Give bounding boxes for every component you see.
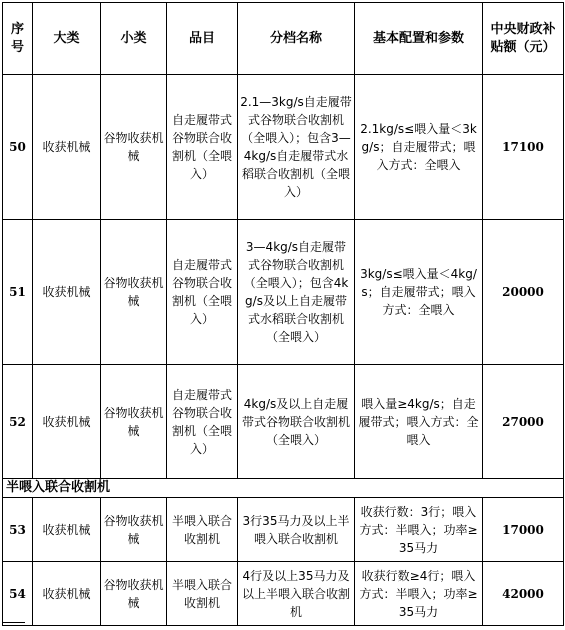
row-params: 喂入量≥4kg/s；自走履带式；喂入方式：全喂入 [355,365,483,479]
section-title: 半喂入联合收割机 [3,479,564,498]
table-row [3,562,564,626]
subsidy-table [2,2,564,626]
row-grade-name: 3行35马力及以上半喂入联合收割机 [238,498,355,562]
row-subcategory: 谷物收获机械 [101,498,167,562]
table-row [3,498,564,562]
header-grade-name: 分档名称 [238,3,355,75]
row-grade-name: 4kg/s及以上自走履带式谷物联合收割机（全喂入） [238,365,355,479]
row-item: 自走履带式谷物联合收割机（全喂入） [167,75,238,220]
row-grade-name: 3—4kg/s自走履带式谷物联合收割机（全喂入）；包含4kg/s及以上自走履带式水稻联合收割机（全喂入） [238,220,355,365]
row-category: 收获机械 [33,498,101,562]
row-subcategory: 谷物收获机械 [101,220,167,365]
row-grade-name: 4行及以上35马力及以上半喂入联合收割机 [238,562,355,626]
row-item: 半喂入联合收割机 [167,562,238,626]
header-category: 大类 [33,3,101,75]
subsidy-table-page [2,2,563,626]
row-category: 收获机械 [33,220,101,365]
row-subsidy: 17000 [483,498,564,562]
row-params: 3kg/s≤喂入量＜4kg/s；自走履带式；喂入方式：全喂入 [355,220,483,365]
header-subsidy: 中央财政补贴额（元） [483,3,564,75]
row-number: 53 [3,498,33,562]
row-subsidy: 27000 [483,365,564,479]
table-row [3,365,564,479]
cutoff-text-fragment [3,622,25,630]
section-row [3,479,564,498]
row-category: 收获机械 [33,562,101,626]
row-category: 收获机械 [33,75,101,220]
row-subcategory: 谷物收获机械 [101,75,167,220]
row-params: 2.1kg/s≤喂入量＜3kg/s；自走履带式；喂入方式：全喂入 [355,75,483,220]
row-item: 半喂入联合收割机 [167,498,238,562]
row-subcategory: 谷物收获机械 [101,365,167,479]
header-subcategory: 小类 [101,3,167,75]
row-number: 52 [3,365,33,479]
header-row [3,3,564,75]
row-item: 自走履带式谷物联合收割机（全喂入） [167,220,238,365]
row-category: 收获机械 [33,365,101,479]
row-grade-name: 2.1—3kg/s自走履带式谷物联合收割机（全喂入）；包含3—4kg/s自走履带式水稻联合收割机（全喂入） [238,75,355,220]
row-subcategory: 谷物收获机械 [101,562,167,626]
row-item: 自走履带式谷物联合收割机（全喂入） [167,365,238,479]
header-item: 品目 [167,3,238,75]
row-number: 54 [3,562,33,626]
row-subsidy: 42000 [483,562,564,626]
header-config-params: 基本配置和参数 [355,3,483,75]
row-params: 收获行数：3行；喂入方式：半喂入；功率≥35马力 [355,498,483,562]
table-row [3,75,564,220]
header-no: 序号 [3,3,33,75]
row-subsidy: 20000 [483,220,564,365]
table-row [3,220,564,365]
row-params: 收获行数≥4行；喂入方式：半喂入；功率≥35马力 [355,562,483,626]
row-subsidy: 17100 [483,75,564,220]
row-number: 50 [3,75,33,220]
row-number: 51 [3,220,33,365]
